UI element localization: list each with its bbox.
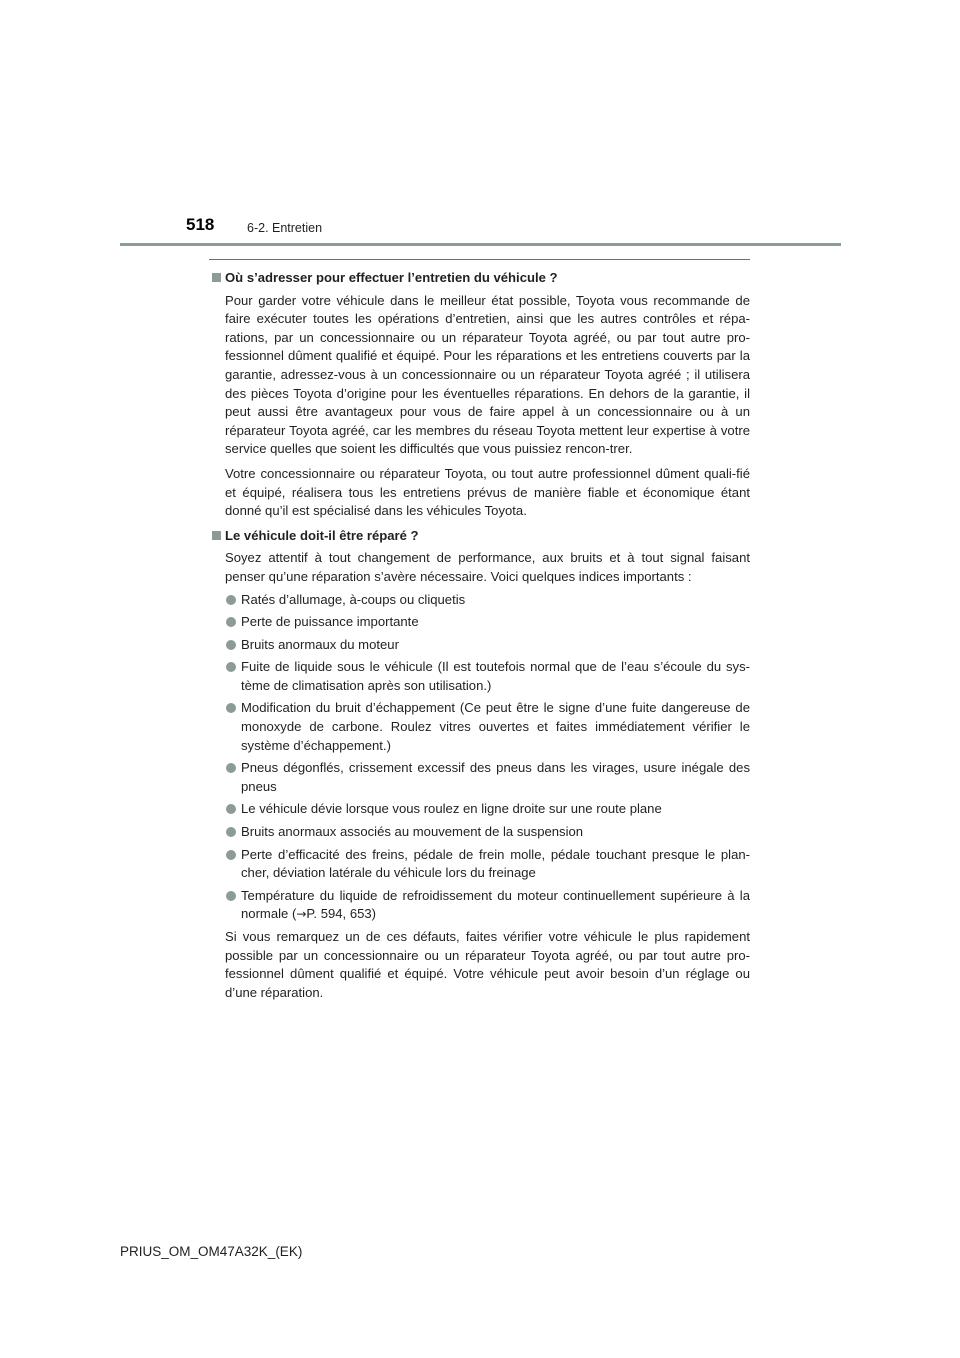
square-bullet-icon	[212, 531, 221, 540]
list-item: Bruits anormaux du moteur	[225, 636, 750, 655]
section-title: 6-2. Entretien	[247, 221, 323, 235]
section-heading-text: Le véhicule doit-il être réparé ?	[225, 527, 419, 543]
document-id: PRIUS_OM_OM47A32K_(EK)	[120, 1244, 303, 1259]
list-item: Perte d’efficacité des freins, pédale de frein molle, pédale touchant presque le plan-cher, déviation latérale du véhicule lors du freinage	[225, 846, 750, 883]
list-item: Perte de puissance importante	[225, 613, 750, 632]
circle-bullet-icon	[226, 617, 236, 627]
circle-bullet-icon	[226, 662, 236, 672]
list-item: Fuite de liquide sous le véhicule (Il est toutefois normal que de l’eau s’écoule du sys-tème de climatisation après son utilisation.)	[225, 658, 750, 695]
list-item: Ratés d’allumage, à-coups ou cliquetis	[225, 591, 750, 610]
circle-bullet-icon	[226, 595, 236, 605]
section-heading	[209, 527, 750, 546]
section-maintenance-where	[209, 269, 750, 521]
section-body	[209, 292, 750, 521]
section-heading-text: Où s’adresser pour effectuer l’entretien du véhicule ?	[225, 270, 558, 285]
paragraph: Soyez attentif à tout changement de performance, aux bruits et à tout signal faisant penser qu’une réparation s’avère nécessaire. Voici quelques indices importants :	[225, 550, 750, 584]
arrow-right-icon: →	[296, 907, 307, 922]
list-item: Bruits anormaux associés au mouvement de la suspension	[225, 823, 750, 842]
circle-bullet-icon	[226, 891, 236, 901]
page-reference-link[interactable]: P. 594, 653)	[306, 906, 377, 922]
circle-bullet-icon	[226, 850, 236, 860]
list-item: Le véhicule dévie lorsque vous roulez en ligne droite sur une route plane	[225, 800, 750, 819]
paragraph: Pour garder votre véhicule dans le meilleur état possible, Toyota vous recommande de faire exécuter toutes les opérations d’entretien, ainsi que les autres contrôles et répa-rations, par un concessionnaire ou un réparateur Toyota agréé, ou par tout autre pro-fessionnel dûment qualifié et équipé. Pour les réparations et les entretiens couverts par la garantie, adressez-vous à un concessionnaire ou un réparateur Toyota agréé ; il utilisera des pièces Toyota d’origine pour les éventuelles réparations. En dehors de la garantie, il peut aussi être avantageux pour vous de faire appel à un concessionnaire ou à un réparateur Toyota agréé, car les membres du réseau Toyota mettent leur expertise à votre service quelles que soient les difficultés que vous puissiez rencon-trer.	[225, 292, 750, 457]
circle-bullet-icon	[226, 640, 236, 650]
paragraph: Si vous remarquez un de ces défauts, faites vérifier votre véhicule le plus rapidement possible par un concessionnaire ou un réparateur Toyota agréé, ou par tout autre pro-fessionnel dûment qualifié et équipé. Votre véhicule peut avoir besoin d’un réglage ou d’une réparation.	[225, 929, 750, 1000]
page-content	[209, 259, 750, 1008]
circle-bullet-icon	[226, 703, 236, 713]
section-repair-needed	[209, 527, 750, 1003]
circle-bullet-icon	[226, 827, 236, 837]
section-heading	[209, 269, 750, 288]
header-divider	[120, 243, 841, 246]
symptom-list	[225, 591, 750, 925]
page-number: 518	[186, 215, 215, 234]
circle-bullet-icon	[226, 763, 236, 773]
paragraph: Votre concessionnaire ou réparateur Toyota, ou tout autre professionnel dûment quali-fié et équipé, réalisera tous les entretiens prévus de manière fiable et économique étant donné qu’il est spécialisé dans les véhicules Toyota.	[225, 465, 750, 519]
circle-bullet-icon	[226, 804, 236, 814]
list-item: Modification du bruit d’échappement (Ce peut être le signe d’une fuite dangereuse de monoxyde de carbone. Roulez vitres ouvertes et faites immédiatement vérifier le système d’échappement.)	[225, 699, 750, 755]
list-item: Pneus dégonflés, crissement excessif des pneus dans les virages, usure inégale des pneus	[225, 759, 750, 796]
section-body	[209, 549, 750, 1002]
list-item: Température du liquide de refroidissement du moteur continuellement supérieure à la normale (→P. 594, 653)	[225, 887, 750, 924]
square-bullet-icon	[212, 273, 221, 282]
